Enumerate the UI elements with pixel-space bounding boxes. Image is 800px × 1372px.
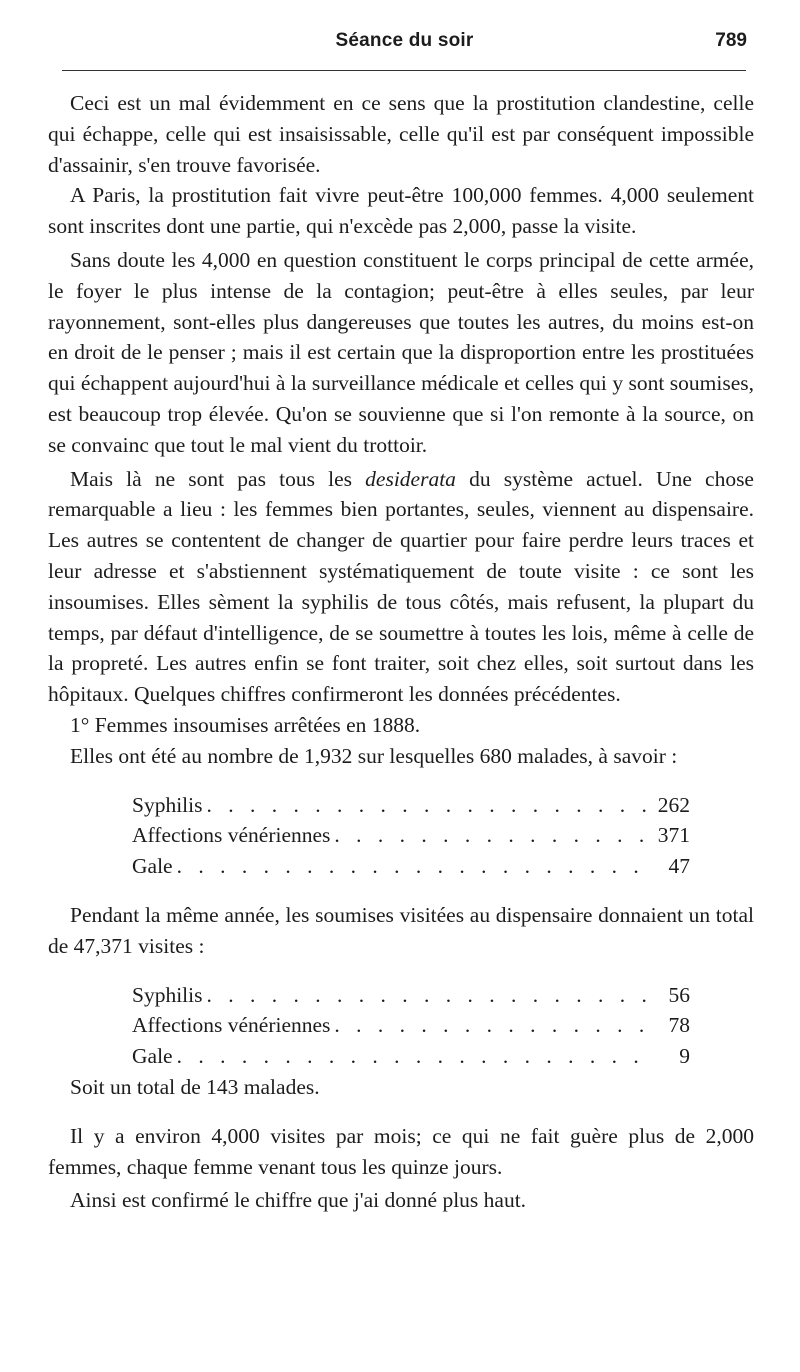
list-item-value: 9 bbox=[679, 1044, 690, 1069]
list-item-value: 47 bbox=[668, 854, 690, 879]
list-item-label: Gale bbox=[132, 1044, 173, 1069]
soumises-list bbox=[132, 980, 690, 1072]
paragraph: Pendant la même année, les soumises visitées au dispensaire donnaient un total de 47,371 visites : bbox=[48, 902, 754, 958]
paragraph: Ainsi est confirmé le chiffre que j'ai donné plus haut. bbox=[70, 1188, 527, 1213]
paragraph: Ceci est un mal évidemment en ce sens que la prostitution clandestine, celle qui échappe, celle qui est insaisissable, celle qu'il est par conséquent impossible d'assainir, s'en trouve favorisée. bbox=[48, 91, 754, 177]
paragraph: Elles ont été au nombre de 1,932 sur lesquelles 680 malades, à savoir : bbox=[70, 743, 678, 768]
leader-dots bbox=[334, 820, 653, 851]
list-item-label: Gale bbox=[132, 854, 173, 879]
italic-term: desiderata bbox=[365, 466, 456, 491]
page-number: 789 bbox=[715, 30, 747, 51]
paragraph: Sans doute les 4,000 en question constituent le corps principal de cette armée, le foyer le plus intense de la contagion; peut-être à elles seules, par leur rayonnement, sont-elles plus dangereuses que toutes les autres, du moins est-on en droit de le penser ; mais il est certain que la disproportion entre les prostituées qui échappent aujourd'hui à la surveillance médicale et celles qui y sont soumises, est beaucoup trop élevée. Qu'on se souvienne que si l'on remonte à la source, on se convainc que tout le mal vient du trottoir. bbox=[48, 247, 754, 457]
list-item-label: Affections vénériennes bbox=[132, 823, 331, 848]
page-header bbox=[62, 30, 747, 60]
running-title: Séance du soir bbox=[335, 30, 474, 51]
paragraph-text: du système actuel. Une chose remarquable a lieu : les femmes bien portantes, seules, viennent au dispensaire. Les autres se contentent de changer de quartier pour faire perdre leurs traces et leur adresse et s'abstiennent systématiquement de toute visite : ce sont les insoumises. Elles sèment la syphilis de tous côtés, mais refusent, la plupart du temps, par défaut d'intelligence, de se soumettre à toutes les lois, même à celle de la propreté. Les autres enfin se font traiter, soit chez elles, soit surtout dans les hôpitaux. Quelques chiffres confirmeront les données précédentes. bbox=[48, 466, 754, 707]
paragraph: Soit un total de 143 malades. bbox=[70, 1074, 320, 1099]
list-item-value: 56 bbox=[668, 982, 690, 1007]
list-item-label: Affections vénériennes bbox=[132, 1013, 331, 1038]
leader-dots bbox=[207, 790, 654, 821]
paragraph: A Paris, la prostitution fait vivre peut-être 100,000 femmes. 4,000 seulement sont inscrites dont une partie, qui n'excède pas 2,000, passe la visite. bbox=[48, 183, 754, 239]
header-rule bbox=[62, 70, 746, 71]
list-item-value: 78 bbox=[668, 1013, 690, 1038]
list-item-value: 371 bbox=[657, 823, 690, 848]
leader-dots bbox=[207, 980, 657, 1011]
list-item bbox=[132, 851, 690, 882]
spacer bbox=[48, 962, 754, 980]
list-item bbox=[132, 820, 690, 851]
leader-dots bbox=[334, 1010, 656, 1041]
spacer bbox=[48, 882, 754, 900]
paragraph bbox=[48, 464, 754, 710]
list-item bbox=[132, 980, 690, 1011]
list-item-label: Syphilis bbox=[132, 982, 203, 1007]
list-item-value: 262 bbox=[657, 792, 690, 817]
page-body bbox=[48, 88, 754, 1216]
paragraph: 1° Femmes insoumises arrêtées en 1888. bbox=[70, 712, 421, 737]
list-item bbox=[132, 1010, 690, 1041]
list-item bbox=[132, 1041, 690, 1072]
paragraph-text: Mais là ne sont pas tous les bbox=[70, 466, 366, 491]
leader-dots bbox=[177, 851, 656, 882]
list-item bbox=[132, 790, 690, 821]
paragraph: Il y a environ 4,000 visites par mois; ce qui ne fait guère plus de 2,000 femmes, chaque femme venant tous les quinze jours. bbox=[48, 1123, 754, 1179]
insoumises-list bbox=[132, 790, 690, 882]
list-item-label: Syphilis bbox=[132, 792, 203, 817]
leader-dots bbox=[177, 1041, 656, 1072]
